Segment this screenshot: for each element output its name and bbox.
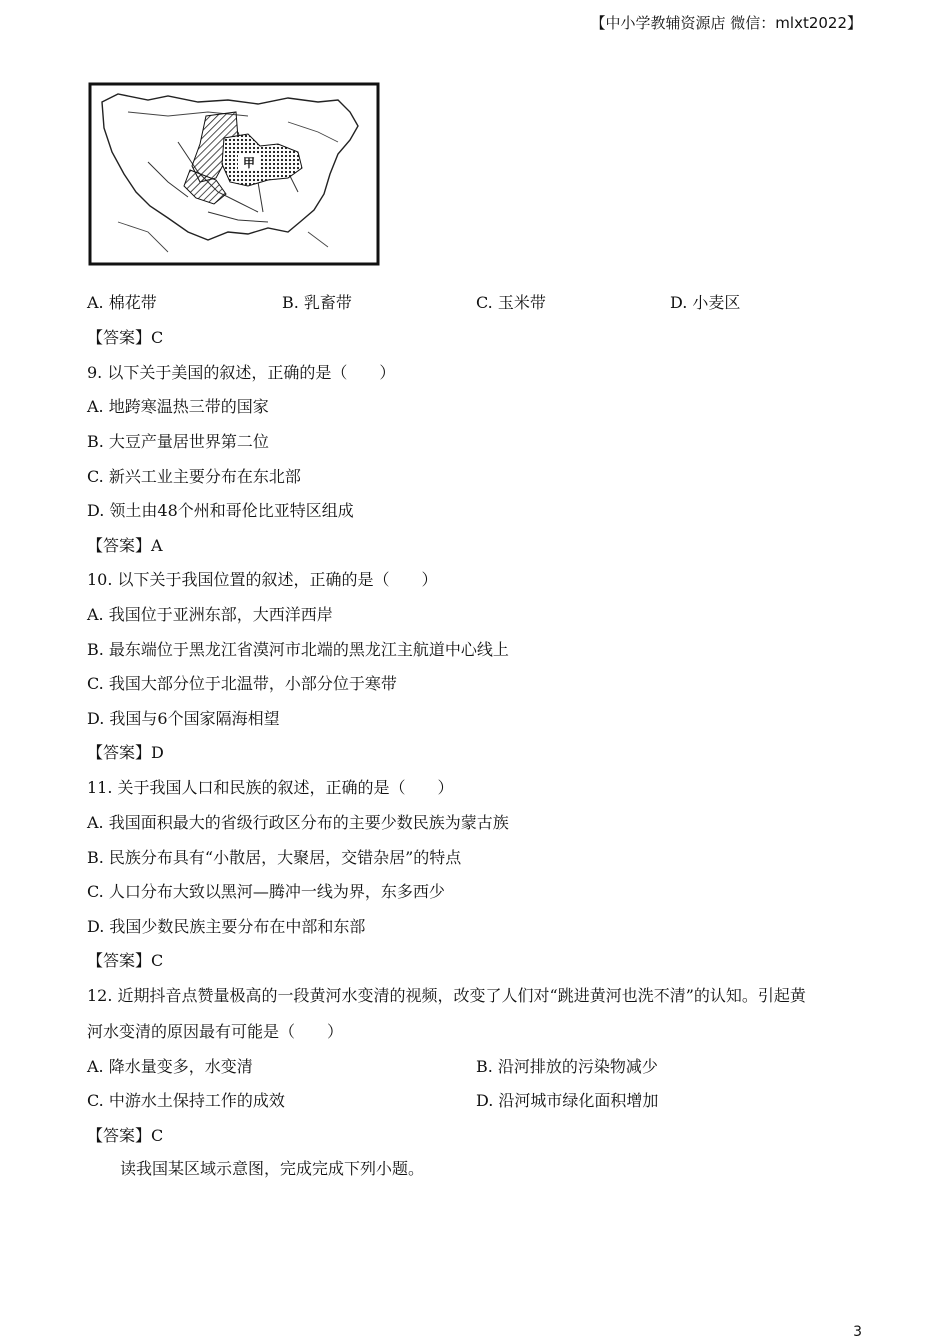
q9-answer-label: 【答案】	[87, 536, 152, 555]
q9-option-b: B. 大豆产量居世界第二位	[87, 432, 269, 451]
page-number: 3	[853, 1324, 862, 1340]
q11-answer-value: C	[151, 951, 164, 970]
q8-options	[87, 290, 867, 312]
q12-stem-line1: 12. 近期抖音点赞量极高的一段黄河水变清的视频，改变了人们对“跳进黄河也洗不清”的认知。引起黄	[87, 986, 806, 1005]
q9-answer-value: A	[151, 536, 163, 555]
q12-option-b: B. 沿河排放的污染物减少	[476, 1057, 658, 1076]
q9-option-c: C. 新兴工业主要分布在东北部	[87, 467, 301, 486]
q8-answer	[87, 325, 163, 348]
q9-stem: 9. 以下关于美国的叙述，正确的是（ ）	[87, 363, 396, 382]
q12-answer	[87, 1123, 163, 1146]
q10-stem: 10. 以下关于我国位置的叙述，正确的是（ ）	[87, 570, 438, 589]
q10-option-d: D. 我国与6个国家隔海相望	[87, 709, 280, 728]
section-instruction: 读我国某区域示意图，完成完成下列小题。	[120, 1159, 425, 1178]
q12-options-row2	[87, 1088, 867, 1110]
q8-option-a: A. 棉花带	[87, 293, 157, 312]
header-watermark: 【中小学教辅资源店 微信：mlxt2022】	[590, 14, 862, 32]
q8-option-d: D. 小麦区	[670, 293, 741, 312]
q12-answer-value: C	[151, 1126, 164, 1145]
q10-option-b: B. 最东端位于黑龙江省漠河市北端的黑龙江主航道中心线上	[87, 640, 509, 659]
q11-option-b: B. 民族分布具有“小散居，大聚居，交错杂居”的特点	[87, 848, 462, 867]
q12-option-d: D. 沿河城市绿化面积增加	[476, 1091, 659, 1110]
q11-answer	[87, 948, 163, 971]
q8-answer-label: 【答案】	[87, 328, 152, 347]
q11-option-d: D. 我国少数民族主要分布在中部和东部	[87, 917, 366, 936]
q12-answer-label: 【答案】	[87, 1126, 152, 1145]
q8-option-c: C. 玉米带	[476, 293, 546, 312]
q10-answer	[87, 740, 164, 763]
q8-option-b: B. 乳畜带	[282, 293, 352, 312]
q10-option-a: A. 我国位于亚洲东部，大西洋西岸	[87, 605, 333, 624]
q9-option-a: A. 地跨寒温热三带的国家	[87, 397, 269, 416]
q11-stem: 11. 关于我国人口和民族的叙述，正确的是（ ）	[87, 778, 454, 797]
q11-option-c: C. 人口分布大致以黑河—腾冲一线为界，东多西少	[87, 882, 445, 901]
q12-stem-line2: 河水变清的原因最有可能是（ ）	[87, 1022, 344, 1041]
q11-option-a: A. 我国面积最大的省级行政区分布的主要少数民族为蒙古族	[87, 813, 509, 832]
q9-answer	[87, 533, 163, 556]
us-map-figure	[88, 82, 380, 266]
q10-answer-value: D	[151, 743, 164, 762]
q11-answer-label: 【答案】	[87, 951, 152, 970]
q10-answer-label: 【答案】	[87, 743, 152, 762]
q10-option-c: C. 我国大部分位于北温带，小部分位于寒带	[87, 674, 397, 693]
q8-answer-value: C	[151, 328, 164, 347]
q12-options-row1	[87, 1054, 867, 1076]
q12-option-a: A. 降水量变多，水变清	[87, 1057, 253, 1076]
q9-option-d: D. 领土由48个州和哥伦比亚特区组成	[87, 501, 354, 520]
region-label-jia: 甲	[242, 156, 256, 170]
q12-option-c: C. 中游水土保持工作的成效	[87, 1091, 285, 1110]
